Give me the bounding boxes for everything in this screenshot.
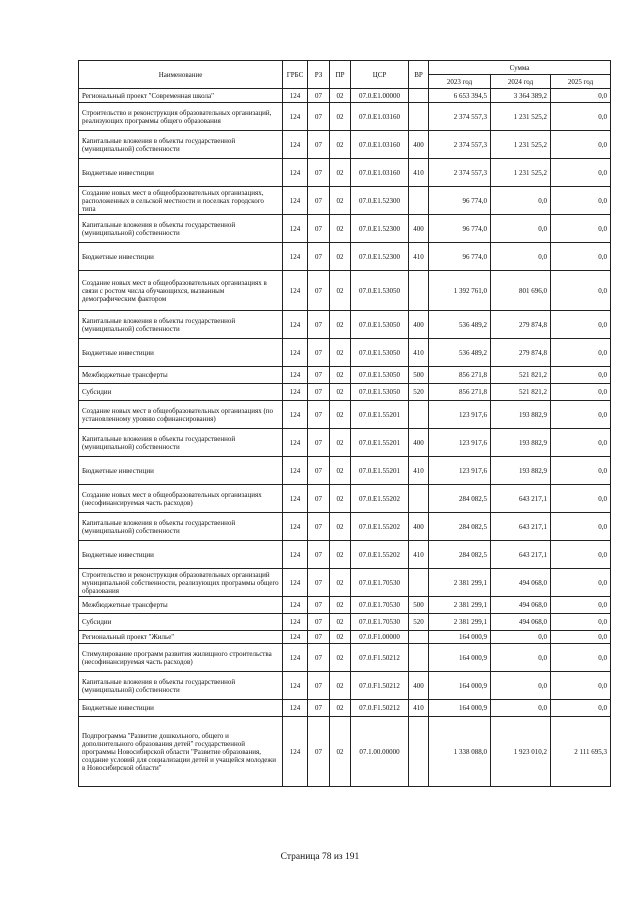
- table-row: [79, 131, 611, 159]
- cell-vr: [409, 89, 429, 103]
- table-row: [79, 485, 611, 513]
- cell-2024: 1 231 525,2: [491, 103, 551, 131]
- cell-name: Строительство и реконструкция образовательных организаций муниципальной собственности, реализующих программы общего образования: [79, 569, 283, 597]
- cell-2023: 123 917,6: [429, 401, 491, 429]
- cell-2025: 0,0: [551, 243, 611, 271]
- cell-pr: 02: [330, 215, 351, 243]
- table-row: [79, 457, 611, 485]
- cell-vr: 410: [409, 457, 429, 485]
- cell-2025: 0,0: [551, 187, 611, 215]
- cell-csr: 07.0.E1.52300: [351, 215, 409, 243]
- cell-2023: 284 082,5: [429, 513, 491, 541]
- cell-grbs: 124: [283, 569, 308, 597]
- cell-2025: 0,0: [551, 513, 611, 541]
- table-row: [79, 311, 611, 339]
- cell-rz: 07: [308, 131, 330, 159]
- cell-vr: 410: [409, 159, 429, 187]
- cell-rz: 07: [308, 631, 330, 644]
- header-csr: ЦСР: [351, 61, 409, 89]
- cell-grbs: 124: [283, 215, 308, 243]
- cell-rz: 07: [308, 614, 330, 631]
- header-year-2023: 2023 год: [429, 75, 491, 89]
- cell-grbs: 124: [283, 367, 308, 384]
- cell-rz: 07: [308, 700, 330, 717]
- cell-2023: 123 917,6: [429, 457, 491, 485]
- cell-vr: 400: [409, 429, 429, 457]
- cell-vr: [409, 187, 429, 215]
- cell-csr: 07.0.E1.53050: [351, 339, 409, 367]
- cell-2025: 0,0: [551, 384, 611, 401]
- cell-grbs: 124: [283, 457, 308, 485]
- cell-pr: 02: [330, 597, 351, 614]
- cell-vr: 410: [409, 339, 429, 367]
- cell-2025: 0,0: [551, 541, 611, 569]
- cell-2024: 3 364 389,2: [491, 89, 551, 103]
- cell-2023: 2 374 557,3: [429, 131, 491, 159]
- table-row: [79, 339, 611, 367]
- table-row: [79, 541, 611, 569]
- header-pr: ПР: [330, 61, 351, 89]
- cell-pr: 02: [330, 103, 351, 131]
- cell-rz: 07: [308, 569, 330, 597]
- cell-2024: 0,0: [491, 215, 551, 243]
- cell-name: Бюджетные инвестиции: [79, 700, 283, 717]
- cell-name: Строительство и реконструкция образовательных организаций, реализующих программы общего образования: [79, 103, 283, 131]
- cell-grbs: 124: [283, 717, 308, 787]
- cell-2024: 1 923 010,2: [491, 717, 551, 787]
- cell-pr: 02: [330, 485, 351, 513]
- cell-vr: 520: [409, 384, 429, 401]
- cell-pr: 02: [330, 541, 351, 569]
- cell-pr: 02: [330, 384, 351, 401]
- cell-2025: 0,0: [551, 597, 611, 614]
- cell-rz: 07: [308, 339, 330, 367]
- table-row: [79, 401, 611, 429]
- cell-grbs: 124: [283, 243, 308, 271]
- cell-pr: 02: [330, 243, 351, 271]
- cell-2023: 536 489,2: [429, 311, 491, 339]
- cell-rz: 07: [308, 401, 330, 429]
- cell-grbs: 124: [283, 89, 308, 103]
- cell-vr: 410: [409, 541, 429, 569]
- table-row: [79, 271, 611, 311]
- cell-rz: 07: [308, 187, 330, 215]
- cell-pr: 02: [330, 457, 351, 485]
- cell-2025: 0,0: [551, 485, 611, 513]
- cell-grbs: 124: [283, 339, 308, 367]
- cell-2025: 0,0: [551, 215, 611, 243]
- cell-name: Создание новых мест в общеобразовательных организациях (по установленному уровню софинансирования): [79, 401, 283, 429]
- cell-grbs: 124: [283, 131, 308, 159]
- cell-name: Региональный проект "Жилье": [79, 631, 283, 644]
- table-row: [79, 700, 611, 717]
- cell-csr: 07.0.E1.53050: [351, 311, 409, 339]
- cell-name: Капитальные вложения в объекты государственной (муниципальной) собственности: [79, 513, 283, 541]
- cell-csr: 07.0.E1.53050: [351, 271, 409, 311]
- cell-grbs: 124: [283, 271, 308, 311]
- table-row: [79, 597, 611, 614]
- cell-2024: 279 874,8: [491, 311, 551, 339]
- cell-2025: 0,0: [551, 367, 611, 384]
- cell-csr: 07.0.E1.55201: [351, 401, 409, 429]
- cell-name: Капитальные вложения в объекты государственной (муниципальной) собственности: [79, 215, 283, 243]
- cell-pr: 02: [330, 513, 351, 541]
- cell-name: Региональный проект "Современная школа": [79, 89, 283, 103]
- table-row: [79, 717, 611, 787]
- cell-rz: 07: [308, 513, 330, 541]
- cell-2024: 494 068,0: [491, 597, 551, 614]
- cell-pr: 02: [330, 569, 351, 597]
- cell-2025: 0,0: [551, 131, 611, 159]
- cell-vr: [409, 717, 429, 787]
- cell-2023: 164 000,9: [429, 700, 491, 717]
- cell-csr: 07.0.E1.52300: [351, 187, 409, 215]
- cell-2024: 0,0: [491, 631, 551, 644]
- table-row: [79, 187, 611, 215]
- cell-2023: 284 082,5: [429, 541, 491, 569]
- cell-2025: 0,0: [551, 644, 611, 672]
- cell-2023: 164 000,9: [429, 672, 491, 700]
- cell-csr: 07.0.E1.55202: [351, 541, 409, 569]
- cell-pr: 02: [330, 672, 351, 700]
- cell-rz: 07: [308, 271, 330, 311]
- cell-pr: 02: [330, 339, 351, 367]
- cell-grbs: 124: [283, 597, 308, 614]
- cell-rz: 07: [308, 215, 330, 243]
- cell-2024: 0,0: [491, 243, 551, 271]
- table-row: [79, 367, 611, 384]
- cell-csr: 07.0.F1.50212: [351, 644, 409, 672]
- cell-grbs: 124: [283, 401, 308, 429]
- cell-2024: 0,0: [491, 672, 551, 700]
- cell-grbs: 124: [283, 187, 308, 215]
- cell-name: Субсидии: [79, 384, 283, 401]
- table-row: [79, 644, 611, 672]
- cell-grbs: 124: [283, 513, 308, 541]
- cell-2023: 1 338 088,0: [429, 717, 491, 787]
- cell-vr: [409, 644, 429, 672]
- cell-vr: 500: [409, 597, 429, 614]
- cell-pr: 02: [330, 700, 351, 717]
- cell-vr: 400: [409, 215, 429, 243]
- cell-name: Межбюджетные трансферты: [79, 367, 283, 384]
- cell-2024: 643 217,1: [491, 485, 551, 513]
- cell-vr: 410: [409, 243, 429, 271]
- cell-grbs: 124: [283, 384, 308, 401]
- cell-name: Межбюджетные трансферты: [79, 597, 283, 614]
- cell-csr: 07.0.E1.52300: [351, 243, 409, 271]
- cell-2024: 643 217,1: [491, 541, 551, 569]
- table-row: [79, 429, 611, 457]
- cell-pr: 02: [330, 401, 351, 429]
- cell-name: Бюджетные инвестиции: [79, 243, 283, 271]
- cell-vr: 400: [409, 311, 429, 339]
- table-body: [79, 89, 611, 787]
- cell-2024: 0,0: [491, 700, 551, 717]
- header-grbs: ГРБС: [283, 61, 308, 89]
- cell-csr: 07.0.E1.03160: [351, 159, 409, 187]
- cell-csr: 07.0.E1.55202: [351, 513, 409, 541]
- cell-2023: 96 774,0: [429, 187, 491, 215]
- cell-rz: 07: [308, 717, 330, 787]
- cell-2023: 284 082,5: [429, 485, 491, 513]
- cell-2025: 0,0: [551, 89, 611, 103]
- cell-2023: 856 271,8: [429, 384, 491, 401]
- cell-pr: 02: [330, 131, 351, 159]
- cell-2025: 0,0: [551, 672, 611, 700]
- table-row: [79, 215, 611, 243]
- cell-2024: 1 231 525,2: [491, 131, 551, 159]
- cell-csr: 07.0.E1.53050: [351, 384, 409, 401]
- cell-pr: 02: [330, 187, 351, 215]
- cell-vr: 410: [409, 700, 429, 717]
- cell-csr: 07.0.E1.70530: [351, 614, 409, 631]
- table-row: [79, 384, 611, 401]
- cell-grbs: 124: [283, 541, 308, 569]
- cell-2023: 2 374 557,3: [429, 159, 491, 187]
- cell-name: Бюджетные инвестиции: [79, 457, 283, 485]
- cell-csr: 07.0.E1.55202: [351, 485, 409, 513]
- cell-2025: 0,0: [551, 311, 611, 339]
- cell-2023: 2 381 299,1: [429, 614, 491, 631]
- cell-vr: [409, 485, 429, 513]
- cell-vr: [409, 631, 429, 644]
- cell-2024: 494 068,0: [491, 614, 551, 631]
- cell-grbs: 124: [283, 672, 308, 700]
- cell-csr: 07.0.E1.70530: [351, 597, 409, 614]
- cell-grbs: 124: [283, 614, 308, 631]
- cell-vr: [409, 103, 429, 131]
- cell-2023: 123 917,6: [429, 429, 491, 457]
- cell-name: Бюджетные инвестиции: [79, 339, 283, 367]
- cell-vr: 400: [409, 672, 429, 700]
- cell-2024: 643 217,1: [491, 513, 551, 541]
- cell-2025: 0,0: [551, 631, 611, 644]
- cell-2023: 536 489,2: [429, 339, 491, 367]
- cell-name: Подпрограмма "Развитие дошкольного, общего и дополнительного образования детей" государственной программы Новосибирской области "Развитие образования, создание условий для социализации детей и учащейся молодежи в Новосибирской области": [79, 717, 283, 787]
- cell-name: Создание новых мест в общеобразовательных организациях (несофинансируемая часть расходов): [79, 485, 283, 513]
- cell-csr: 07.0.E1.53050: [351, 367, 409, 384]
- cell-vr: 520: [409, 614, 429, 631]
- cell-2025: 0,0: [551, 457, 611, 485]
- cell-name: Субсидии: [79, 614, 283, 631]
- cell-rz: 07: [308, 89, 330, 103]
- cell-pr: 02: [330, 614, 351, 631]
- cell-2023: 2 381 299,1: [429, 569, 491, 597]
- header-name: Наименование: [79, 61, 283, 89]
- cell-rz: 07: [308, 311, 330, 339]
- cell-grbs: 124: [283, 631, 308, 644]
- cell-2024: 1 231 525,2: [491, 159, 551, 187]
- cell-2025: 0,0: [551, 401, 611, 429]
- cell-pr: 02: [330, 631, 351, 644]
- budget-page: [78, 60, 610, 787]
- cell-vr: 400: [409, 131, 429, 159]
- cell-2025: 0,0: [551, 614, 611, 631]
- cell-name: Бюджетные инвестиции: [79, 541, 283, 569]
- table-row: [79, 672, 611, 700]
- cell-2023: 164 000,9: [429, 631, 491, 644]
- table-row: [79, 89, 611, 103]
- header-year-2025: 2025 год: [551, 75, 611, 89]
- cell-grbs: 124: [283, 311, 308, 339]
- cell-name: Создание новых мест в общеобразовательных организациях, расположенных в сельской местности и поселках городского типа: [79, 187, 283, 215]
- cell-2024: 494 068,0: [491, 569, 551, 597]
- cell-pr: 02: [330, 271, 351, 311]
- table-row: [79, 513, 611, 541]
- cell-grbs: 124: [283, 644, 308, 672]
- cell-2025: 0,0: [551, 339, 611, 367]
- cell-2024: 0,0: [491, 187, 551, 215]
- cell-rz: 07: [308, 541, 330, 569]
- table-row: [79, 243, 611, 271]
- table-row: [79, 614, 611, 631]
- cell-rz: 07: [308, 485, 330, 513]
- cell-vr: [409, 401, 429, 429]
- cell-2023: 1 392 761,0: [429, 271, 491, 311]
- header-rz: РЗ: [308, 61, 330, 89]
- cell-2025: 0,0: [551, 700, 611, 717]
- cell-pr: 02: [330, 644, 351, 672]
- cell-2023: 96 774,0: [429, 243, 491, 271]
- cell-name: Капитальные вложения в объекты государственной (муниципальной) собственности: [79, 429, 283, 457]
- cell-grbs: 124: [283, 485, 308, 513]
- cell-2024: 521 821,2: [491, 367, 551, 384]
- cell-rz: 07: [308, 672, 330, 700]
- cell-2024: 193 882,9: [491, 401, 551, 429]
- cell-grbs: 124: [283, 429, 308, 457]
- cell-2024: 801 696,0: [491, 271, 551, 311]
- cell-2023: 96 774,0: [429, 215, 491, 243]
- cell-name: Бюджетные инвестиции: [79, 159, 283, 187]
- cell-rz: 07: [308, 243, 330, 271]
- cell-pr: 02: [330, 311, 351, 339]
- header-sum: Сумма: [429, 61, 611, 75]
- cell-vr: [409, 569, 429, 597]
- cell-2025: 0,0: [551, 271, 611, 311]
- cell-2025: 0,0: [551, 159, 611, 187]
- cell-csr: 07.0.E1.00000: [351, 89, 409, 103]
- cell-csr: 07.0.E1.55201: [351, 429, 409, 457]
- cell-pr: 02: [330, 159, 351, 187]
- cell-2024: 0,0: [491, 644, 551, 672]
- cell-csr: 07.0.F1.00000: [351, 631, 409, 644]
- cell-name: Создание новых мест в общеобразовательных организациях в связи с ростом числа обучающихся, вызванным демографическим фактором: [79, 271, 283, 311]
- cell-rz: 07: [308, 159, 330, 187]
- cell-2024: 193 882,9: [491, 457, 551, 485]
- cell-rz: 07: [308, 457, 330, 485]
- cell-2023: 6 653 394,5: [429, 89, 491, 103]
- table-row: [79, 569, 611, 597]
- budget-table: [78, 60, 611, 787]
- cell-pr: 02: [330, 89, 351, 103]
- cell-2024: 193 882,9: [491, 429, 551, 457]
- header-year-2024: 2024 год: [491, 75, 551, 89]
- cell-csr: 07.0.E1.03160: [351, 131, 409, 159]
- cell-csr: 07.1.00.00000: [351, 717, 409, 787]
- cell-name: Капитальные вложения в объекты государственной (муниципальной) собственности: [79, 311, 283, 339]
- cell-2025: 0,0: [551, 429, 611, 457]
- cell-2023: 856 271,8: [429, 367, 491, 384]
- page-number: Страница 78 из 191: [280, 852, 360, 862]
- cell-name: Капитальные вложения в объекты государственной (муниципальной) собственности: [79, 131, 283, 159]
- cell-vr: [409, 271, 429, 311]
- cell-rz: 07: [308, 429, 330, 457]
- cell-2023: 2 374 557,3: [429, 103, 491, 131]
- cell-csr: 07.0.E1.03160: [351, 103, 409, 131]
- cell-csr: 07.0.E1.70530: [351, 569, 409, 597]
- cell-csr: 07.0.F1.50212: [351, 700, 409, 717]
- cell-rz: 07: [308, 384, 330, 401]
- table-row: [79, 103, 611, 131]
- cell-pr: 02: [330, 367, 351, 384]
- cell-pr: 02: [330, 717, 351, 787]
- cell-rz: 07: [308, 103, 330, 131]
- cell-2025: 0,0: [551, 569, 611, 597]
- cell-2024: 521 821,2: [491, 384, 551, 401]
- cell-2025: 2 111 695,3: [551, 717, 611, 787]
- cell-name: Капитальные вложения в объекты государственной (муниципальной) собственности: [79, 672, 283, 700]
- cell-2025: 0,0: [551, 103, 611, 131]
- cell-grbs: 124: [283, 159, 308, 187]
- cell-grbs: 124: [283, 700, 308, 717]
- cell-2023: 164 000,9: [429, 644, 491, 672]
- cell-grbs: 124: [283, 103, 308, 131]
- cell-rz: 07: [308, 597, 330, 614]
- table-row: [79, 631, 611, 644]
- cell-csr: 07.0.F1.50212: [351, 672, 409, 700]
- cell-2023: 2 381 299,1: [429, 597, 491, 614]
- cell-csr: 07.0.E1.55201: [351, 457, 409, 485]
- cell-rz: 07: [308, 367, 330, 384]
- cell-vr: 400: [409, 513, 429, 541]
- cell-rz: 07: [308, 644, 330, 672]
- cell-pr: 02: [330, 429, 351, 457]
- header-vr: ВР: [409, 61, 429, 89]
- cell-name: Стимулирование программ развития жилищного строительства (несофинансируемая часть расходов): [79, 644, 283, 672]
- cell-2024: 279 874,8: [491, 339, 551, 367]
- table-row: [79, 159, 611, 187]
- cell-vr: 500: [409, 367, 429, 384]
